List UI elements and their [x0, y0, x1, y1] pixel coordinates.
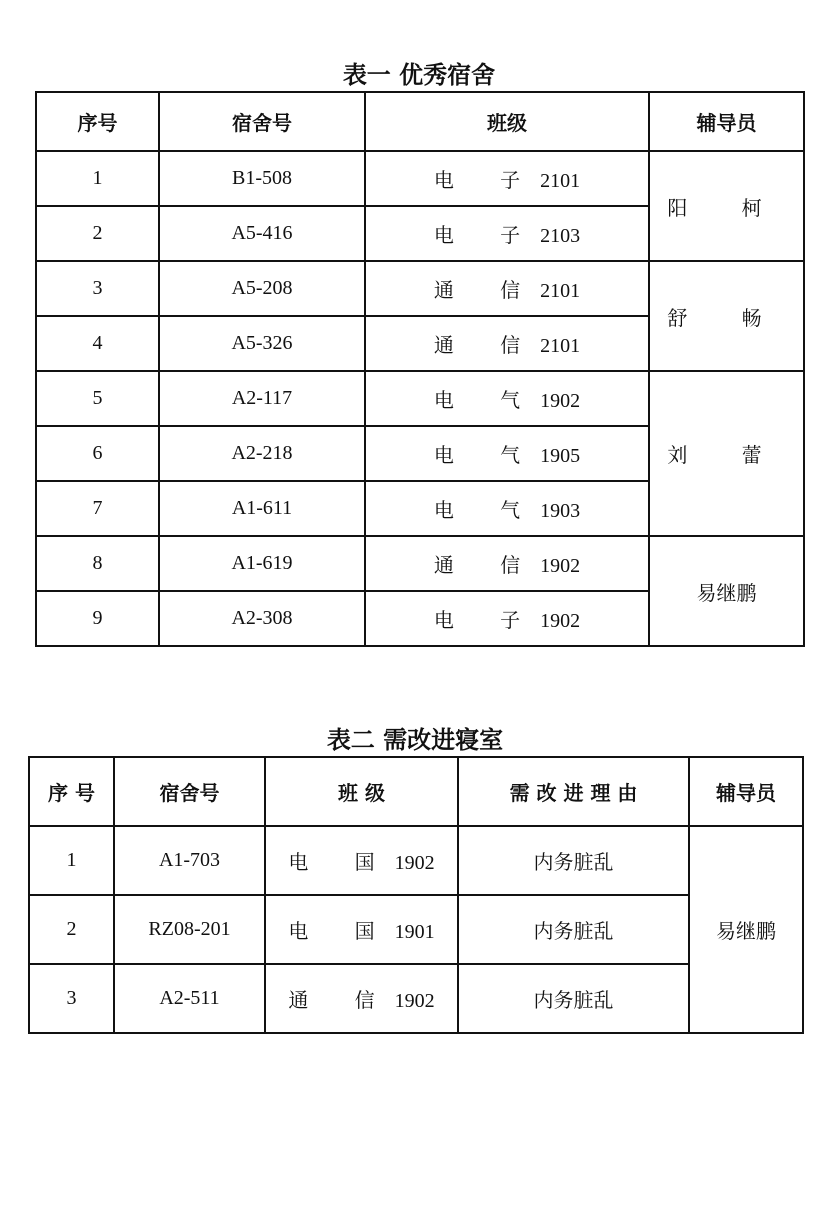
cell-room: RZ08-201 [114, 895, 265, 964]
cell-class: 电 气1905 [365, 426, 649, 481]
header-no: 序号 [36, 92, 159, 151]
cell-no: 6 [36, 426, 159, 481]
cell-no: 3 [29, 964, 114, 1033]
header-room: 宿舍号 [159, 92, 365, 151]
needs-improvement-table [28, 756, 804, 1034]
cell-no: 2 [36, 206, 159, 261]
excellent-dorms-table [35, 91, 805, 647]
cell-class: 通 信2101 [365, 316, 649, 371]
cell-class: 电 子2101 [365, 151, 649, 206]
cell-room: B1-508 [159, 151, 365, 206]
cell-room: A1-703 [114, 826, 265, 895]
cell-room: A2-218 [159, 426, 365, 481]
cell-no: 9 [36, 591, 159, 646]
table-row [36, 151, 804, 206]
cell-room: A1-619 [159, 536, 365, 591]
header-reason: 需 改 进 理 由 [458, 757, 689, 826]
table-row [36, 536, 804, 591]
table-row [36, 371, 804, 426]
table-row [29, 826, 803, 895]
cell-reason: 内务脏乱 [458, 895, 689, 964]
cell-room: A2-117 [159, 371, 365, 426]
cell-room: A1-611 [159, 481, 365, 536]
table-row [36, 261, 804, 316]
cell-advisor: 易继鹏 [649, 536, 804, 646]
cell-no: 4 [36, 316, 159, 371]
table1-title: 表一 优秀宿舍 [342, 61, 496, 89]
table-row [29, 964, 803, 1033]
cell-reason: 内务脏乱 [458, 964, 689, 1033]
cell-room: A2-308 [159, 591, 365, 646]
cell-no: 5 [36, 371, 159, 426]
cell-class: 电 国1902 [265, 826, 458, 895]
header-class: 班级 [365, 92, 649, 151]
cell-reason: 内务脏乱 [458, 826, 689, 895]
cell-no: 3 [36, 261, 159, 316]
table-row [29, 895, 803, 964]
cell-advisor: 易继鹏 [689, 826, 803, 1033]
header-no: 序 号 [29, 757, 114, 826]
cell-no: 8 [36, 536, 159, 591]
cell-class: 电 子1902 [365, 591, 649, 646]
cell-no: 1 [36, 151, 159, 206]
cell-room: A5-208 [159, 261, 365, 316]
cell-class: 电 子2103 [365, 206, 649, 261]
cell-class: 电 气1902 [365, 371, 649, 426]
cell-room: A5-326 [159, 316, 365, 371]
table-header-row [29, 757, 803, 826]
cell-no: 2 [29, 895, 114, 964]
table2-title: 表二 需改进寝室 [326, 726, 504, 754]
cell-advisor: 舒 畅 [649, 261, 804, 371]
cell-no: 1 [29, 826, 114, 895]
cell-class: 通 信1902 [265, 964, 458, 1033]
header-room: 宿舍号 [114, 757, 265, 826]
header-advisor: 辅导员 [649, 92, 804, 151]
cell-class: 通 信1902 [365, 536, 649, 591]
cell-class: 电 国1901 [265, 895, 458, 964]
cell-no: 7 [36, 481, 159, 536]
cell-room: A5-416 [159, 206, 365, 261]
cell-room: A2-511 [114, 964, 265, 1033]
cell-class: 电 气1903 [365, 481, 649, 536]
cell-advisor: 刘 蕾 [649, 371, 804, 536]
header-advisor: 辅导员 [689, 757, 803, 826]
table-header-row [36, 92, 804, 151]
cell-advisor: 阳 柯 [649, 151, 804, 261]
header-class: 班 级 [265, 757, 458, 826]
cell-class: 通 信2101 [365, 261, 649, 316]
